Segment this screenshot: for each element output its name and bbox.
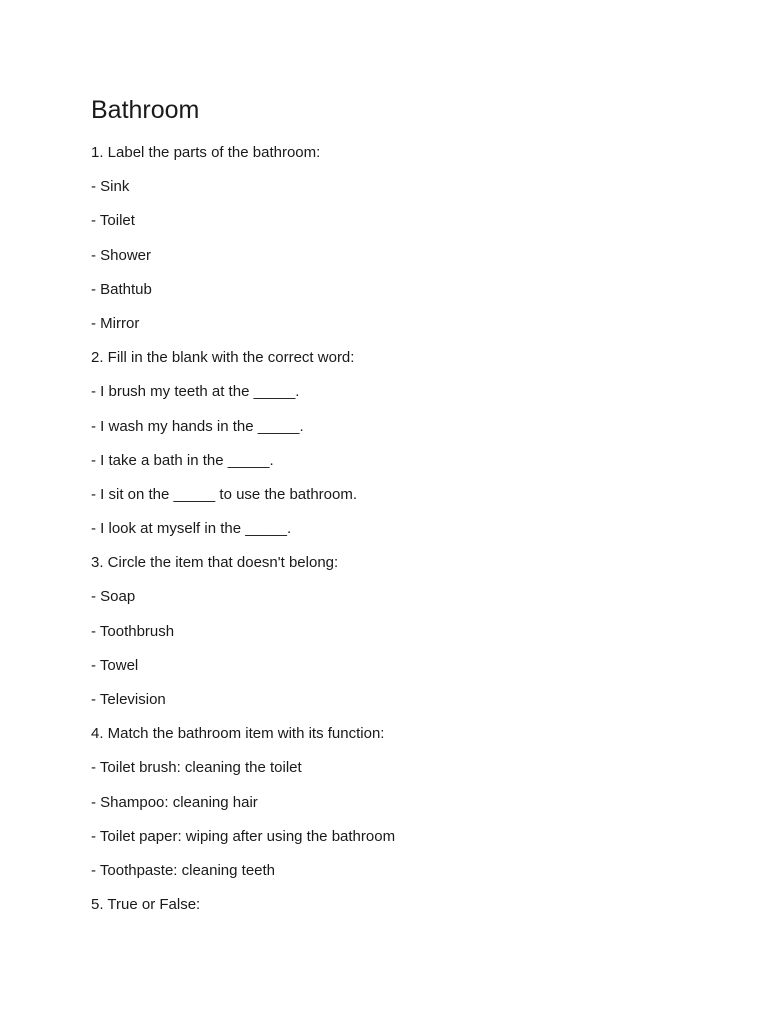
section-heading-label-parts: 1. Label the parts of the bathroom:	[91, 144, 321, 161]
worksheet-body	[91, 143, 395, 929]
list-item-towel: - Towel	[91, 656, 139, 674]
list-item-toilet: - Toilet	[91, 212, 135, 230]
fill-blank-item-hands: - I wash my hands in the _____.	[91, 417, 304, 435]
section-heading-circle-item: 3. Circle the item that doesn't belong:	[91, 554, 339, 572]
match-item-toilet-paper: - Toilet paper: wiping after using the bathroom	[91, 827, 396, 845]
list-item-sink: - Sink	[91, 178, 130, 196]
fill-blank-item-teeth: - I brush my teeth at the _____.	[91, 383, 300, 401]
section-heading-true-false: 5. True or False:	[91, 896, 201, 914]
list-item-toothbrush: - Toothbrush	[91, 622, 175, 640]
list-item-shower: - Shower	[91, 246, 152, 264]
page-title: Bathroom	[91, 96, 200, 124]
section-heading-fill-blank: 2. Fill in the blank with the correct word:	[91, 349, 355, 367]
fill-blank-item-sit: - I sit on the _____ to use the bathroom.	[91, 485, 358, 503]
list-item-bathtub: - Bathtub	[91, 280, 152, 298]
fill-blank-item-look: - I look at myself in the _____.	[91, 520, 292, 538]
match-item-shampoo: - Shampoo: cleaning hair	[91, 793, 258, 811]
match-item-toothpaste: - Toothpaste: cleaning teeth	[91, 861, 276, 879]
list-item-mirror: - Mirror	[91, 314, 140, 332]
fill-blank-item-bath: - I take a bath in the _____.	[91, 451, 274, 469]
match-item-toilet-brush: - Toilet brush: cleaning the toilet	[91, 759, 302, 777]
section-heading-match-function: 4. Match the bathroom item with its function:	[91, 725, 385, 743]
list-item-television: - Television	[91, 691, 166, 708]
list-item-soap: - Soap	[91, 588, 136, 606]
